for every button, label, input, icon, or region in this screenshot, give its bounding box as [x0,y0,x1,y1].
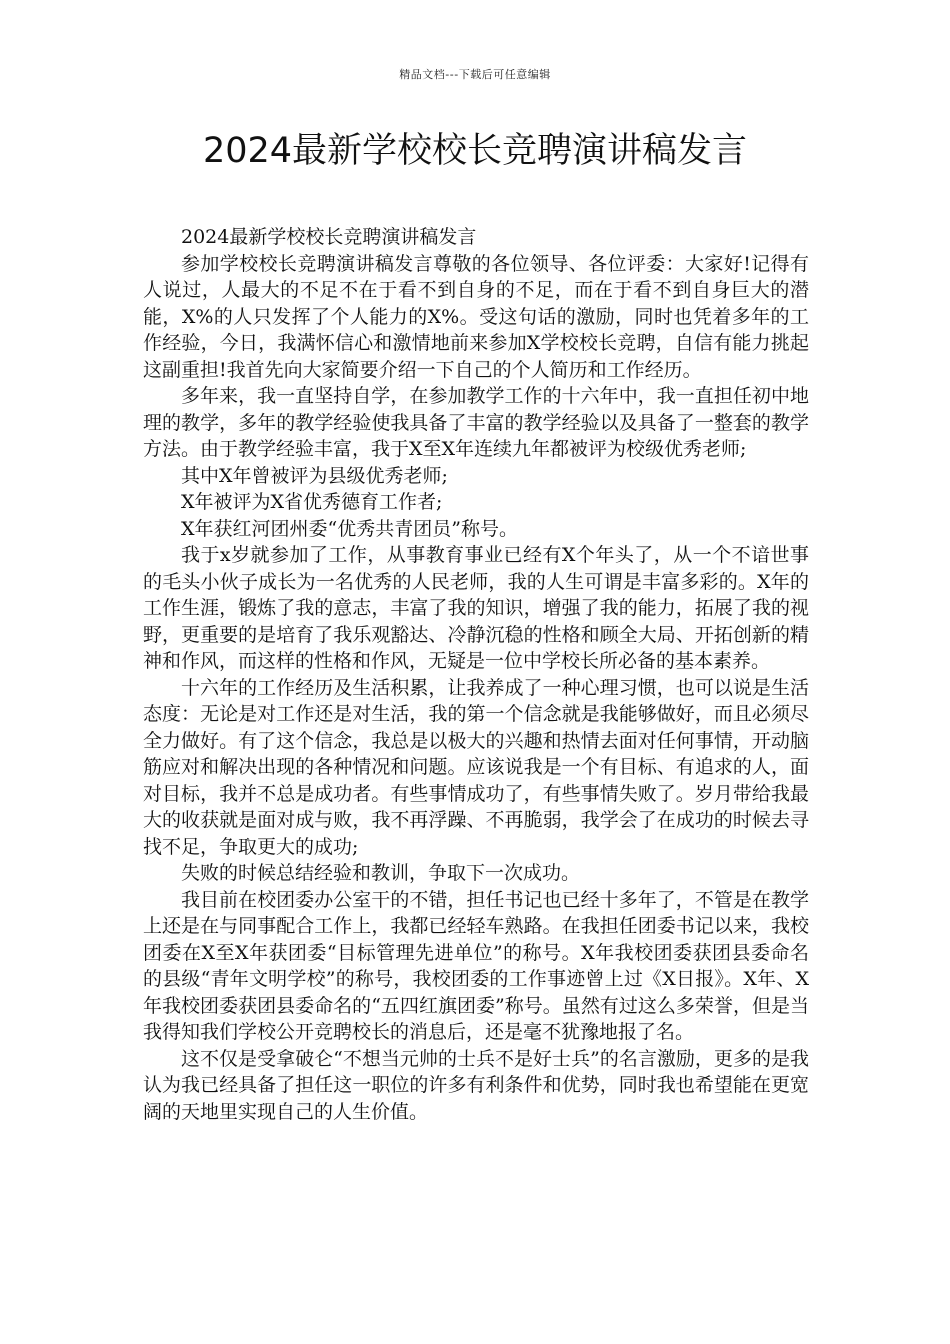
document-body [143,224,809,1125]
header-note: 精品文档---下载后可任意编辑 [399,68,551,81]
paragraph: 2024最新学校校长竞聘演讲稿发言 [181,226,477,248]
paragraph: 失败的时候总结经验和教训，争取下一次成功。 [181,862,581,884]
paragraph: 这不仅是受拿破仑“不想当元帅的士兵不是好士兵”的名言激励，更多的是我认为我已经具备了担任这一职位的许多有利条件和优势，同时我也希望能在更宽阔的天地里实现自己的人生价值。 [143,1047,809,1123]
paragraph: 参加学校校长竞聘演讲稿发言尊敬的各位领导、各位评委：大家好!记得有人说过，人最大的不足不在于看不到自身的不足，而在于看不到自身巨大的潜能，X%的人只发挥了个人能力的X%。受这句话的激励，同时也凭着多年的工作经验，今日，我满怀信心和激情地前来参加X学校校长竞聘，自信有能力挑起这副重担!我首先向大家简要介绍一下自己的个人简历和工作经历。 [143,252,809,381]
paragraph: X年被评为X省优秀德育工作者; [181,491,443,513]
paragraph: 十六年的工作经历及生活积累，让我养成了一种心理习惯，也可以说是生活态度：无论是对工作还是对生活，我的第一个信念就是我能够做好，而且必须尽全力做好。有了这个信念，我总是以极大的兴趣和热情去面对任何事情，开动脑筋应对和解决出现的各种情况和问题。应该说我是一个有目标、有追求的人，面对目标，我并不总是成功者。有些事情成功了，有些事情失败了。岁月带给我最大的收获就是面对成与败，我不再浮躁、不再脆弱，我学会了在成功的时候去寻找不足，争取更大的成功; [143,676,809,858]
page-title: 2024最新学校校长竞聘演讲稿发言 [202,131,748,171]
paragraph: 多年来，我一直坚持自学，在参加教学工作的十六年中，我一直担任初中地理的教学，多年的教学经验使我具备了丰富的教学经验以及具备了一整套的教学方法。由于教学经验丰富，我于X至X年连续九年都被评为校级优秀老师; [143,385,809,460]
paragraph: 我于x岁就参加了工作，从事教育事业已经有X个年头了，从一个不谙世事的毛头小伙子成长为一名优秀的人民老师，我的人生可谓是丰富多彩的。X年的工作生涯，锻炼了我的意志，丰富了我的知识，增强了我的能力，拓展了我的视野，更重要的是培育了我乐观豁达、冷静沉稳的性格和顾全大局、开拓创新的精神和作风，而这样的性格和作风，无疑是一位中学校长所必备的基本素养。 [143,544,809,672]
paragraph: 其中X年曾被评为县级优秀老师; [181,464,448,487]
paragraph: 我目前在校团委办公室干的不错，担任书记也已经十多年了，不管是在教学上还是在与同事配合工作上，我都已经轻车熟路。在我担任团委书记以来，我校团委在X至X年获团委“目标管理先进单位”的称号。X年我校团委获团县委命名的县级“青年文明学校”的称号，我校团委的工作事迹曾上过《X日报》。X年、X年我校团委获团县委命名的“五四红旗团委”称号。虽然有过这么多荣誉，但是当我得知我们学校公开竞聘校长的消息后，还是毫不犹豫地报了名。 [143,888,809,1043]
paragraph: X年获红河团州委“优秀共青团员”称号。 [181,517,518,540]
